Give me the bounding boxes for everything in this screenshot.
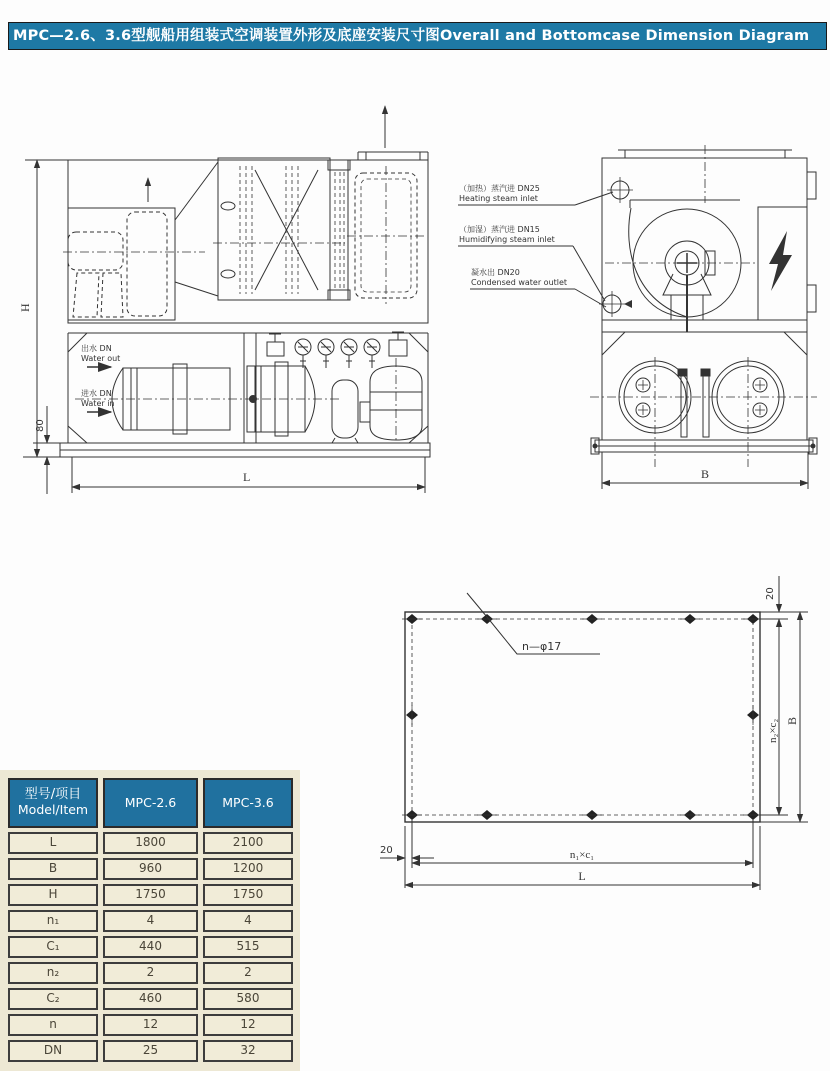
condensed-outlet-label-en: Condensed water outlet <box>471 278 568 287</box>
front-view-drawing <box>15 90 455 500</box>
dim-20-left-label: 20 <box>380 845 393 856</box>
front-dim-l-label: L <box>243 470 251 484</box>
table-row-value: 1200 <box>203 858 293 880</box>
lightning-icon <box>769 231 792 291</box>
condensed-outlet-label-cn: 凝水出 DN20 <box>471 268 520 277</box>
table-row-value: 2100 <box>203 832 293 854</box>
dim-b-lines <box>760 612 808 822</box>
spec-table <box>8 778 293 1062</box>
water-out-label-en: Water out <box>81 354 121 363</box>
dim-n2c2-lines <box>760 619 788 815</box>
table-row-value: 1750 <box>103 884 198 906</box>
front-divider <box>68 323 428 333</box>
dim-20-top-label: 20 <box>765 587 776 600</box>
table-row-item: n₁ <box>8 910 98 932</box>
connection-leaders <box>458 192 613 307</box>
dim-l-label: L <box>578 869 586 883</box>
front-dim-h-label: H <box>18 303 32 312</box>
table-row-item: L <box>8 832 98 854</box>
front-machine-outline <box>60 160 430 457</box>
hole-callout-label: n—φ17 <box>522 640 562 653</box>
connection-bosses <box>599 177 633 317</box>
table-header-model1: MPC-2.6 <box>103 778 198 828</box>
humidifying-inlet-label-en: Humidifying steam inlet <box>459 235 555 244</box>
table-row-item: H <box>8 884 98 906</box>
side-base <box>591 438 817 454</box>
front-machinery-section <box>68 332 428 443</box>
centrifugal-fan <box>605 200 755 332</box>
table-header-model2: MPC-3.6 <box>203 778 293 828</box>
table-row-item: C₂ <box>8 988 98 1010</box>
front-fan-section <box>213 158 345 300</box>
dim-n1c1-label: n₁×c₁ <box>569 849 595 861</box>
table-row-value: 440 <box>103 936 198 958</box>
heating-inlet-label-cn: （加热）蒸汽进 DN25 <box>459 184 540 193</box>
front-coil-section <box>328 160 425 304</box>
table-row-value: 4 <box>203 910 293 932</box>
table-row-value: 32 <box>203 1040 293 1062</box>
table-row-value: 960 <box>103 858 198 880</box>
dim-b-label: B <box>785 716 799 725</box>
baseplate-outline <box>405 612 760 822</box>
electric-panel <box>758 207 807 320</box>
table-row-value: 1750 <box>203 884 293 906</box>
water-in-label-en: Water in <box>81 399 115 408</box>
table-row-value: 1800 <box>103 832 198 854</box>
bolt-holes <box>406 614 759 820</box>
water-in-label-cn: 进水 DN <box>81 389 112 398</box>
table-row-value: 2 <box>103 962 198 984</box>
table-row-value: 515 <box>203 936 293 958</box>
side-dim-b-label: B <box>701 467 710 481</box>
page-title: MPC—2.6、3.6型舰船用组装式空调装置外形及底座安装尺寸图Overall and Bottomcase Dimension Diagram <box>8 22 827 50</box>
table-row-value: 4 <box>103 910 198 932</box>
humidifying-inlet-label-cn: （加湿）蒸汽进 DN15 <box>459 225 540 234</box>
front-heater-section <box>63 162 218 320</box>
table-row-value: 580 <box>203 988 293 1010</box>
side-view-drawing <box>455 145 830 505</box>
bottomcase-drawing <box>372 558 827 903</box>
side-vessel-section <box>590 332 817 467</box>
heating-inlet-label-en: Heating steam inlet <box>459 194 538 203</box>
front-dim-80-label: 80 <box>35 419 46 432</box>
table-row-item: C₁ <box>8 936 98 958</box>
table-row-value: 12 <box>103 1014 198 1036</box>
table-row-value: 2 <box>203 962 293 984</box>
water-out-label-cn: 出水 DN <box>81 344 112 353</box>
table-row-item: n₂ <box>8 962 98 984</box>
table-row-item: n <box>8 1014 98 1036</box>
table-row-value: 460 <box>103 988 198 1010</box>
air-discharge-arrow <box>358 106 428 160</box>
table-row-item: B <box>8 858 98 880</box>
table-header-item-en: Model/Item <box>17 802 89 818</box>
bolt-hole-ticks <box>402 619 763 815</box>
table-row-item: DN <box>8 1040 98 1062</box>
dim-n2c2-label: n₂×c₂ <box>767 718 779 743</box>
table-header-item-cn: 型号/项目 <box>24 787 82 803</box>
table-row-value: 25 <box>103 1040 198 1062</box>
table-header-item <box>8 778 98 828</box>
pressure-gauges <box>295 339 380 368</box>
table-row-value: 12 <box>203 1014 293 1036</box>
